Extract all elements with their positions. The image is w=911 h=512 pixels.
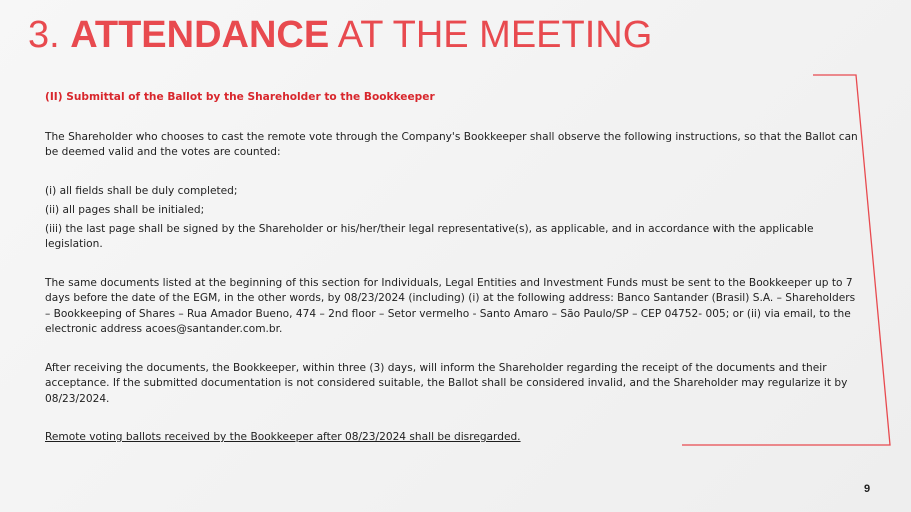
title-bold: ATTENDANCE [70, 14, 330, 56]
list-item-pages: (ii) all pages shall be initialed; [45, 203, 205, 216]
title-rest: AT THE MEETING [337, 14, 653, 56]
receipt-paragraph: After receiving the documents, the Bookkeeper, within three (3) days, will inform the Shareholder regarding the receipt of the documents and their acceptance. If the submitted documentation is not considered suitable, the Ballot shall be considered invalid, and the Shareholder may regularize it by 08/23/2024. [45, 361, 848, 405]
title-number: 3. [28, 14, 60, 56]
intro-paragraph: The Shareholder who chooses to cast the remote vote through the Company's Bookkeeper shall observe the following instructions, so that the Ballot can be deemed valid and the votes are counted: [45, 130, 858, 158]
page-number: 9 [864, 483, 871, 495]
documents-paragraph: The same documents listed at the beginning of this section for Individuals, Legal Entities and Investment Funds must be sent to the Bookkeeper up to 7 days before the date of the EGM, in the other words, by 08/23/2024 (including) (i) at the following address: Banco Santander (Brasil) S.A. – Shareholders – Bookkeeping of Shares – Rua Amador Bueno, 474 – 2nd floor – Setor vermelho - Santo Amaro – São Paulo/SP – CEP 04752- 005; or (ii) via email, to the electronic address acoes@santander.com.br. [45, 276, 856, 335]
list-item-fields: (i) all fields shall be duly completed; [45, 184, 238, 197]
section-subtitle: (II) Submittal of the Ballot by the Shareholder to the Bookkeeper [45, 91, 435, 103]
content-body [45, 90, 860, 446]
list-item-signature: (iii) the last page shall be signed by the Shareholder or his/her/their legal representative(s), as applicable, and in accordance with the applicable legislation. [45, 222, 814, 250]
disregard-note: Remote voting ballots received by the Bookkeeper after 08/23/2024 shall be disregarded. [45, 431, 521, 443]
